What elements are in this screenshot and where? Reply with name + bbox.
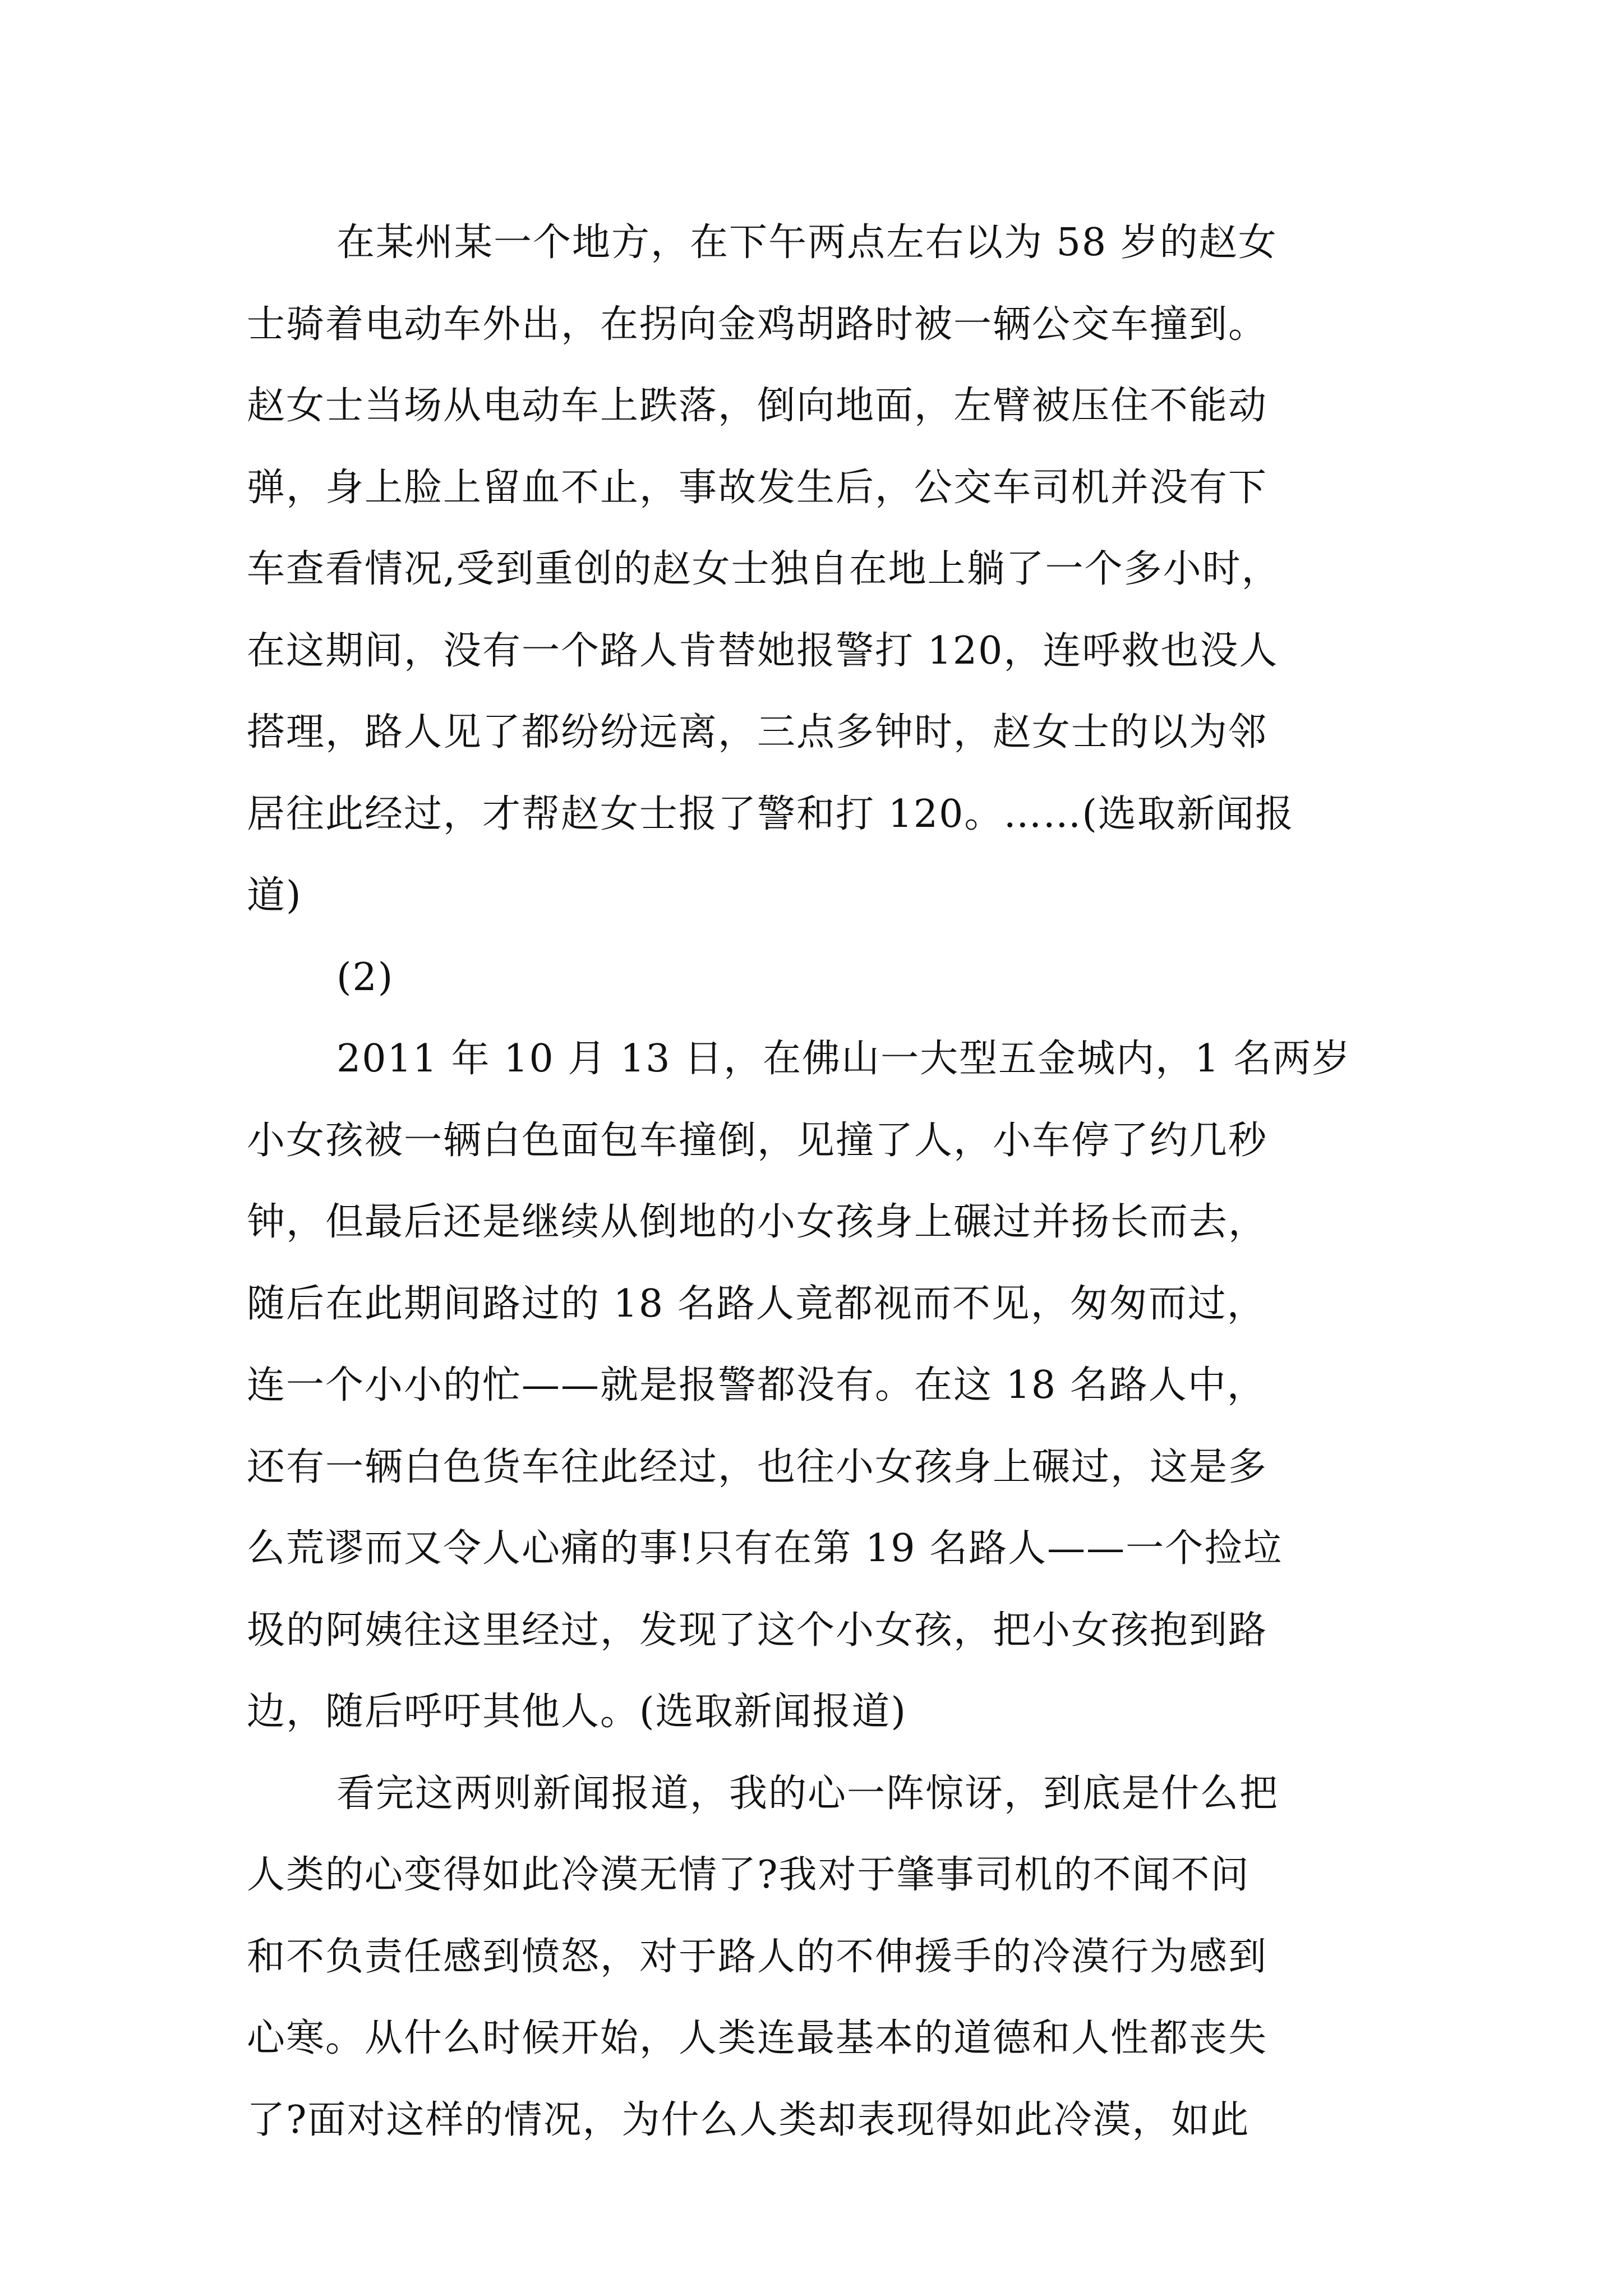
paragraph-2-line-1: 2011 年 10 月 13 日，在佛山一大型五金城内，1 名两岁 <box>336 1037 1352 1081</box>
paragraph-1-line-3: 赵女士当场从电动车上跌落，倒向地面，左臂被压住不能动 <box>247 384 1268 428</box>
paragraph-1-line-5: 车查看情况,受到重创的赵女士独自在地上躺了一个多小时， <box>247 547 1281 591</box>
paragraph-2-line-5: 连一个小小的忙——就是报警都没有。在这 18 名路人中， <box>247 1363 1266 1407</box>
paragraph-3-line-3: 和不负责任感到愤怒，对于路人的不伸援手的冷漠行为感到 <box>247 1934 1268 1979</box>
section-marker: (2) <box>336 955 394 1000</box>
paragraph-2-line-4: 随后在此期间路过的 18 名路人竟都视而不见，匆匆而过， <box>247 1281 1266 1326</box>
paragraph-2-line-3: 钟，但最后还是继续从倒地的小女孩身上碾过并扬长而去， <box>247 1200 1268 1244</box>
article-body <box>247 202 1391 2161</box>
paragraph-3-line-1: 看完这两则新闻报道，我的心一阵惊讶，到底是什么把 <box>336 1771 1279 1816</box>
paragraph-2-line-6: 还有一辆白色货车往此经过，也往小女孩身上碾过，这是多 <box>247 1444 1268 1489</box>
paragraph-1-line-4: 弹，身上脸上留血不止，事故发生后，公交车司机并没有下 <box>247 465 1268 510</box>
paragraph-1-line-7: 搭理，路人见了都纷纷远离，三点多钟时，赵女士的以为邻 <box>247 710 1268 754</box>
paragraph-3-line-2: 人类的心变得如此冷漠无情了?我对于肇事司机的不闻不问 <box>247 1853 1250 1897</box>
paragraph-3-line-4: 心寒。从什么时候开始，人类连最基本的道德和人性都丧失 <box>247 2016 1268 2060</box>
paragraph-2-line-7: 么荒谬而又令人心痛的事!只有在第 19 名路人——一个捡垃 <box>247 1526 1283 1571</box>
paragraph-2-line-9: 边，随后呼吁其他人。(选取新闻报道) <box>247 1690 907 1734</box>
paragraph-1-line-6: 在这期间，没有一个路人肯替她报警打 120，连呼救也没人 <box>247 628 1279 673</box>
paragraph-3-line-5: 了?面对这样的情况，为什么人类却表现得如此冷漠，如此 <box>247 2097 1250 2142</box>
paragraph-2-line-8: 圾的阿姨往这里经过，发现了这个小女孩，把小女孩抱到路 <box>247 1608 1268 1653</box>
paragraph-1-line-8: 居往此经过，才帮赵女士报了警和打 120。……(选取新闻报 <box>247 792 1294 836</box>
paragraph-1-line-1: 在某州某一个地方，在下午两点左右以为 58 岁的赵女 <box>336 220 1278 265</box>
paragraph-2-line-2: 小女孩被一辆白色面包车撞倒，见撞了人，小车停了约几秒 <box>247 1118 1268 1163</box>
paragraph-1-line-2: 士骑着电动车外出，在拐向金鸡胡路时被一辆公交车撞到。 <box>247 302 1268 347</box>
paragraph-1-line-9: 道) <box>247 873 302 918</box>
